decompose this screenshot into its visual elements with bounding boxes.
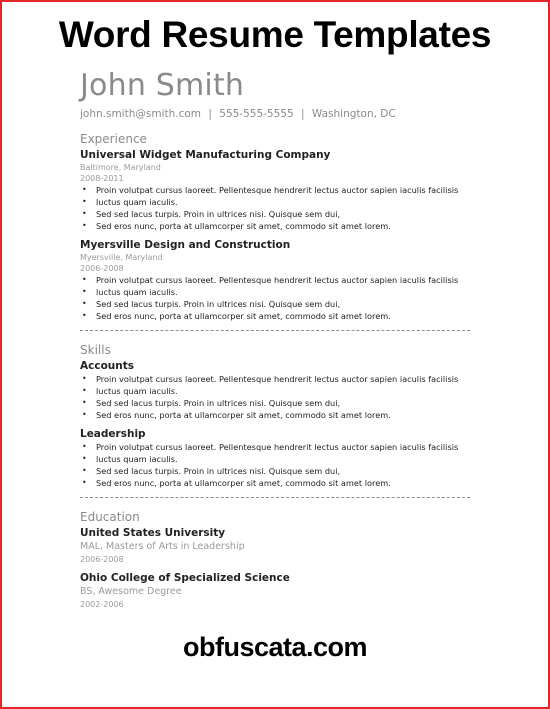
section-divider xyxy=(80,330,470,331)
contact-separator: | xyxy=(301,108,305,120)
contact-location: Washington, DC xyxy=(311,108,396,120)
section-divider xyxy=(80,497,470,498)
job-company: Myersville Design and Construction xyxy=(80,239,291,251)
school-name: Ohio College of Specialized Science xyxy=(80,572,290,584)
education-heading: Education xyxy=(80,510,140,524)
bullet-item: • luctus quam iaculis. xyxy=(80,196,472,208)
school-dates: 2006-2008 xyxy=(80,555,124,564)
bullet-item: • luctus quam iaculis. xyxy=(80,286,472,298)
bullet-item: • Sed eros nunc, porta at ullamcorper sit amet, commodo sit amet lorem. xyxy=(80,477,472,489)
school-entry xyxy=(80,526,472,565)
bullet-item: • Sed sed lacus turpis. Proin in ultrices nisi. Quisque sem dui, xyxy=(80,397,472,409)
job-company: Universal Widget Manufacturing Company xyxy=(80,149,331,161)
skill-title: Accounts xyxy=(80,360,135,372)
bullet-item: • Proin volutpat cursus laoreet. Pellentesque hendrerit lectus auctor sapien iaculis facilisis xyxy=(80,441,472,453)
bullet-item: • Sed eros nunc, porta at ullamcorper sit amet, commodo sit amet lorem. xyxy=(80,310,472,322)
contact-separator: | xyxy=(208,108,212,120)
school-entry xyxy=(80,571,472,610)
bullet-item: • luctus quam iaculis. xyxy=(80,453,472,465)
school-degree: MAL, Masters of Arts in Leadership xyxy=(80,541,245,552)
school-dates: 2002-2006 xyxy=(80,600,124,609)
job-entry xyxy=(80,238,472,322)
skill-group xyxy=(80,427,472,489)
contact-line xyxy=(80,108,472,120)
contact-email: john.smith@smith.com xyxy=(80,108,202,120)
resume-document xyxy=(80,66,472,610)
job-bullets xyxy=(80,274,472,322)
job-dates: 2008-2011 xyxy=(80,174,124,183)
banner-title: Word Resume Templates xyxy=(58,14,492,55)
skills-heading: Skills xyxy=(80,343,111,357)
skill-bullets xyxy=(80,441,472,489)
job-entry xyxy=(80,148,472,232)
contact-phone: 555-555-5555 xyxy=(219,108,294,120)
skill-group xyxy=(80,359,472,421)
bullet-item: • Sed eros nunc, porta at ullamcorper sit amet, commodo sit amet lorem. xyxy=(80,409,472,421)
resume-name: John Smith xyxy=(80,68,245,103)
bullet-item: • Sed sed lacus turpis. Proin in ultrices nisi. Quisque sem dui, xyxy=(80,465,472,477)
job-bullets xyxy=(80,184,472,232)
bullet-item: • Sed eros nunc, porta at ullamcorper sit amet, commodo sit amet lorem. xyxy=(80,220,472,232)
job-dates: 2006-2008 xyxy=(80,264,124,273)
bullet-item: • Proin volutpat cursus laoreet. Pellentesque hendrerit lectus auctor sapien iaculis facilisis xyxy=(80,184,472,196)
bullet-item: • Proin volutpat cursus laoreet. Pellentesque hendrerit lectus auctor sapien iaculis facilisis xyxy=(80,373,472,385)
job-location: Baltimore, Maryland xyxy=(80,163,161,172)
school-degree: BS, Awesome Degree xyxy=(80,586,182,597)
school-name: United States University xyxy=(80,527,226,539)
job-location: Myersville, Maryland xyxy=(80,253,163,262)
skill-title: Leadership xyxy=(80,428,146,440)
skill-bullets xyxy=(80,373,472,421)
bullet-item: • Sed sed lacus turpis. Proin in ultrices nisi. Quisque sem dui, xyxy=(80,208,472,220)
bullet-item: • Proin volutpat cursus laoreet. Pellentesque hendrerit lectus auctor sapien iaculis facilisis xyxy=(80,274,472,286)
experience-heading: Experience xyxy=(80,132,147,146)
bullet-item: • luctus quam iaculis. xyxy=(80,385,472,397)
bullet-item: • Sed sed lacus turpis. Proin in ultrices nisi. Quisque sem dui, xyxy=(80,298,472,310)
watermark-text: obfuscata.com xyxy=(182,632,368,662)
